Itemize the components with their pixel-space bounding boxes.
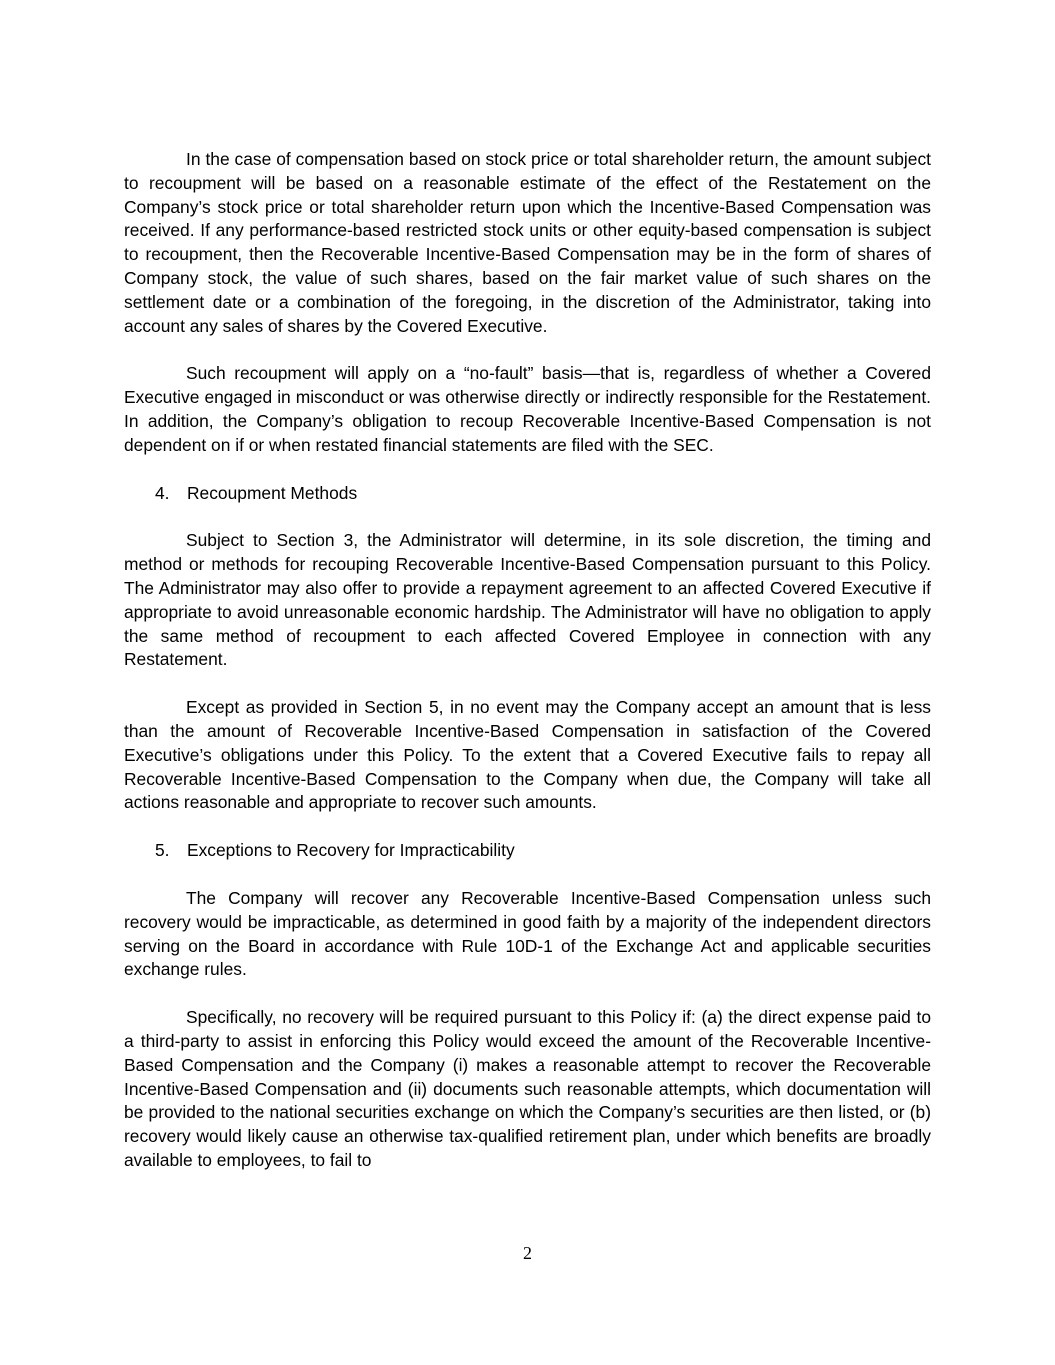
document-page bbox=[124, 148, 931, 1197]
section-number: 5. bbox=[155, 840, 170, 861]
page-number: 2 bbox=[523, 1243, 532, 1263]
paragraph-no-fault-basis: Such recoupment will apply on a “no-fault” basis—that is, regardless of whether a Covered Executive engaged in misconduct or was otherwise directly or indirectly responsible for the Restatement. In addition, the Company’s obligation to recoup Recoverable Incentive-Based Compensation is not dependent on if or when restated financial statements are filed with the SEC. bbox=[124, 363, 931, 455]
paragraph-full-repayment: Except as provided in Section 5, in no event may the Company accept an amount that is less than the amount of Recoverable Incentive-Based Compensation in satisfaction of the Covered Executive’s obligations under this Policy. To the extent that a Covered Executive fails to repay all Recoverable Incentive-Based Compensation to the Company when due, the Company will take all actions reasonable and appropriate to recover such amounts. bbox=[124, 697, 931, 813]
section-heading-impracticability bbox=[155, 839, 931, 863]
paragraph-specific-exceptions: Specifically, no recovery will be required pursuant to this Policy if: (a) the direct expense paid to a third-party to assist in enforcing this Policy would exceed the amount of the Recoverable Incentive-Based Compensation and the Company (i) makes a reasonable attempt to recover the Recoverable Incentive-Based Compensation and (ii) documents such reasonable attempts, which documentation will be provided to the national securities exchange on which the Company’s securities are then listed, or (b) recovery would likely cause an otherwise tax-qualified retirement plan, under which benefits are broadly available to employees, to fail to bbox=[124, 1007, 931, 1170]
paragraph-administrator-determination: Subject to Section 3, the Administrator will determine, in its sole discretion, the timing and method or methods for recouping Recoverable Incentive-Based Compensation pursuant to this Policy. The Administrator may also offer to provide a repayment agreement to an affected Covered Executive if appropriate to avoid unreasonable economic hardship. The Administrator will have no obligation to apply the same method of recoupment to each affected Covered Employee in connection with any Restatement. bbox=[124, 530, 931, 670]
section-heading-recoupment-methods bbox=[155, 482, 931, 506]
paragraph-stock-price-recoupment: In the case of compensation based on stock price or total shareholder return, the amount subject to recoupment will be based on a reasonable estimate of the effect of the Restatement on the Company’s stock price or total shareholder return upon which the Incentive-Based Compensation was received. If any performance-based restricted stock units or other equity-based compensation is subject to recoupment, then the Recoverable Incentive-Based Compensation may be in the form of shares of Company stock, the value of such shares, based on the fair market value of such shares on the settlement date or a combination of the foregoing, in the discretion of the Administrator, taking into account any sales of shares by the Covered Executive. bbox=[124, 149, 931, 336]
section-title: Recoupment Methods bbox=[187, 482, 358, 503]
paragraph-recovery-unless-impracticable: The Company will recover any Recoverable Incentive-Based Compensation unless such recovery would be impracticable, as determined in good faith by a majority of the independent directors serving on the Board in accordance with Rule 10D-1 of the Exchange Act and applicable securities exchange rules. bbox=[124, 887, 931, 980]
section-number: 4. bbox=[155, 482, 170, 503]
section-title: Exceptions to Recovery for Impracticability bbox=[187, 840, 515, 861]
